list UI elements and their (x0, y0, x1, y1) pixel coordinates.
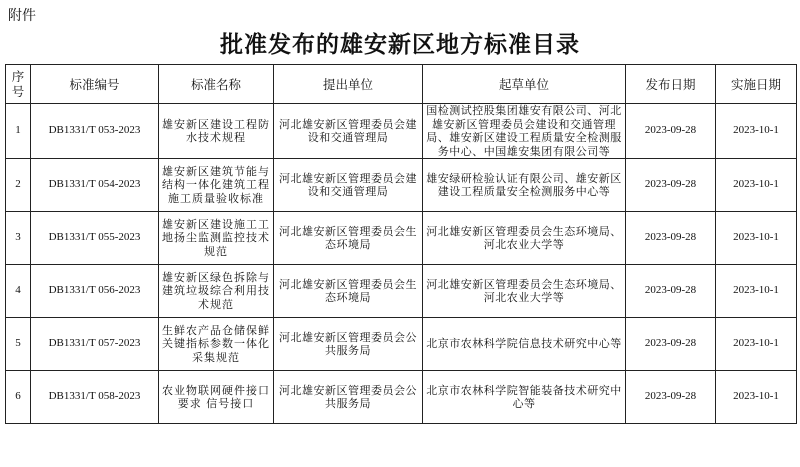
page-title: 批准发布的雄安新区地方标准目录 (220, 31, 580, 58)
standard-code: DB1331/T 055-2023 (31, 212, 159, 265)
standard-code: DB1331/T 054-2023 (31, 159, 159, 212)
drafting-unit: 北京市农林科学院智能装备技术研究中心等 (423, 371, 626, 424)
standards-table (5, 64, 797, 424)
table-header-row (6, 65, 797, 104)
standard-code: DB1331/T 058-2023 (31, 371, 159, 424)
column-header-index: 序号 (6, 65, 31, 104)
column-header-effective: 实施日期 (716, 65, 797, 104)
standard-name: 生鲜农产品仓储保鲜关键指标参数一体化采集规范 (159, 318, 274, 371)
proposing-unit: 河北雄安新区管理委员会公共服务局 (274, 371, 423, 424)
table-row (6, 318, 797, 371)
drafting-unit: 河北雄安新区管理委员会生态环境局、河北农业大学等 (423, 212, 626, 265)
publish-date: 2023-09-28 (626, 265, 716, 318)
effective-date: 2023-10-1 (716, 265, 797, 318)
standard-code: DB1331/T 053-2023 (31, 104, 159, 159)
publish-date: 2023-09-28 (626, 212, 716, 265)
effective-date: 2023-10-1 (716, 104, 797, 159)
row-index: 6 (6, 371, 31, 424)
standard-name: 雄安新区建筑节能与结构一体化建筑工程施工质量验收标准 (159, 159, 274, 212)
drafting-unit: 雄安绿研检验认证有限公司、雄安新区建设工程质量安全检测服务中心等 (423, 159, 626, 212)
effective-date: 2023-10-1 (716, 159, 797, 212)
proposing-unit: 河北雄安新区管理委员会生态环境局 (274, 265, 423, 318)
proposing-unit: 河北雄安新区管理委员会建设和交通管理局 (274, 104, 423, 159)
standard-name: 农业物联网硬件接口要求 信号接口 (159, 371, 274, 424)
publish-date: 2023-09-28 (626, 104, 716, 159)
table-row (6, 265, 797, 318)
row-index: 4 (6, 265, 31, 318)
publish-date: 2023-09-28 (626, 159, 716, 212)
standard-name: 雄安新区绿色拆除与建筑垃圾综合利用技术规范 (159, 265, 274, 318)
publish-date: 2023-09-28 (626, 318, 716, 371)
proposing-unit: 河北雄安新区管理委员会生态环境局 (274, 212, 423, 265)
drafting-unit: 国检测试控股集团雄安有限公司、河北雄安新区管理委员会建设和交通管理局、雄安新区建设工程质量安全检测服务中心、中国雄安集团有限公司等 (423, 104, 626, 159)
column-header-published: 发布日期 (626, 65, 716, 104)
proposing-unit: 河北雄安新区管理委员会公共服务局 (274, 318, 423, 371)
row-index: 3 (6, 212, 31, 265)
standard-code: DB1331/T 056-2023 (31, 265, 159, 318)
column-header-name: 标准名称 (159, 65, 274, 104)
table-row (6, 159, 797, 212)
standard-code: DB1331/T 057-2023 (31, 318, 159, 371)
proposing-unit: 河北雄安新区管理委员会建设和交通管理局 (274, 159, 423, 212)
row-index: 5 (6, 318, 31, 371)
column-header-drafter: 起草单位 (423, 65, 626, 104)
drafting-unit: 北京市农林科学院信息技术研究中心等 (423, 318, 626, 371)
row-index: 1 (6, 104, 31, 159)
drafting-unit: 河北雄安新区管理委员会生态环境局、河北农业大学等 (423, 265, 626, 318)
table-row (6, 371, 797, 424)
table-row (6, 104, 797, 159)
row-index: 2 (6, 159, 31, 212)
standard-name: 雄安新区建设工程防水技术规程 (159, 104, 274, 159)
effective-date: 2023-10-1 (716, 212, 797, 265)
column-header-proposer: 提出单位 (274, 65, 423, 104)
standard-name: 雄安新区建设施工工地扬尘监测监控技术规范 (159, 212, 274, 265)
column-header-code: 标准编号 (31, 65, 159, 104)
publish-date: 2023-09-28 (626, 371, 716, 424)
table-row (6, 212, 797, 265)
effective-date: 2023-10-1 (716, 371, 797, 424)
effective-date: 2023-10-1 (716, 318, 797, 371)
attachment-label: 附件 (8, 8, 36, 24)
